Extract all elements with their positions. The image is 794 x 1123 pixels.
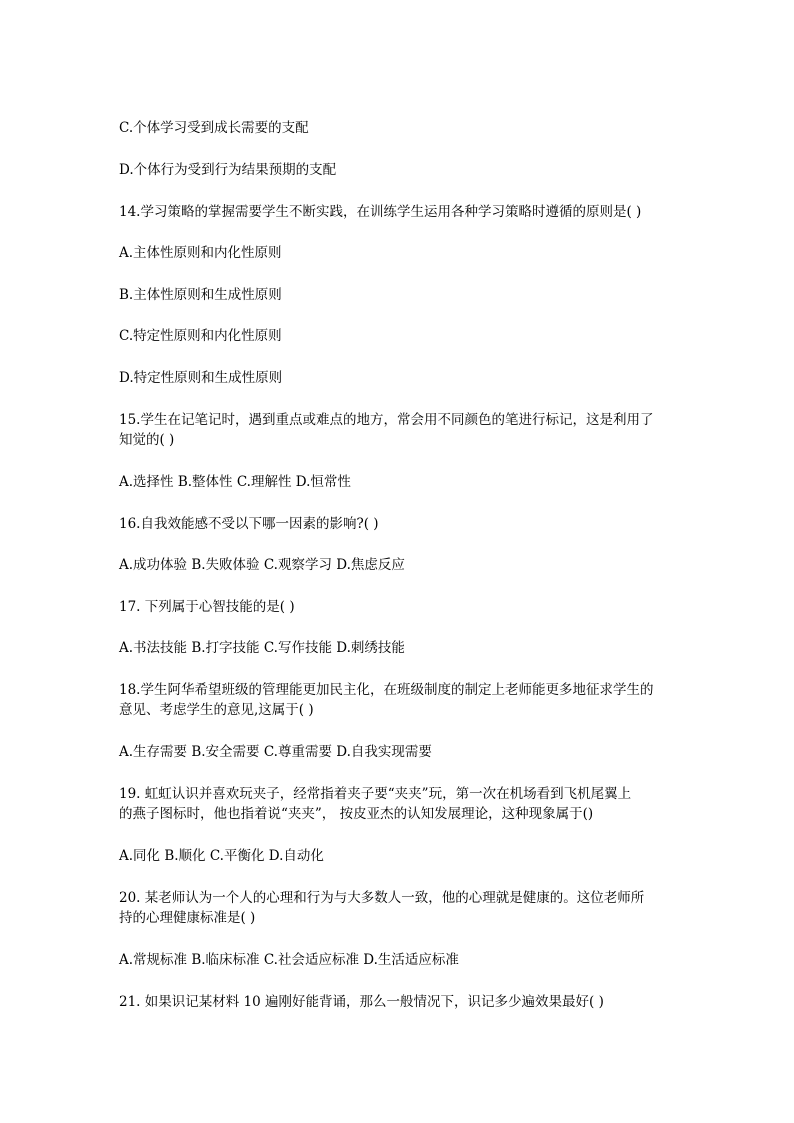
options-q17: A.书法技能 B.打字技能 C.写作技能 D.刺绣技能 — [119, 640, 405, 656]
options-q20: A.常规标准 B.临床标准 C.社会适应标准 D.生活适应标准 — [119, 952, 459, 968]
option-a-q14: A.主体性原则和内化性原则 — [119, 245, 282, 261]
question-18-line-2: 意见、考虑学生的意见,这属于( ) — [119, 702, 314, 718]
question-14: 14.学习策略的掌握需要学生不断实践，在训练学生运用各种学习策略时遵循的原则是( ) — [119, 204, 642, 220]
question-19-line-1: 19. 虹虹认识并喜欢玩夹子，经常指着夹子要“夹夹”玩，第一次在机场看到飞机尾翼上 — [119, 786, 632, 802]
question-15-line-2: 知觉的( ) — [119, 432, 175, 448]
options-q18: A.生存需要 B.安全需要 C.尊重需要 D.自我实现需要 — [119, 744, 432, 760]
question-21: 21. 如果识记某材料 10 遍刚好能背诵，那么一般情况下，识记多少遍效果最好( ) — [119, 994, 604, 1010]
option-d-q13: D.个体行为受到行为结果预期的支配 — [119, 162, 337, 178]
option-c-q14: C.特定性原则和内化性原则 — [119, 328, 282, 344]
options-q15: A.选择性 B.整体性 C.理解性 D.恒常性 — [119, 474, 351, 490]
question-18-line-1: 18.学生阿华希望班级的管理能更加民主化，在班级制度的制定上老师能更多地征求学生的 — [119, 682, 654, 698]
question-16: 16.自我效能感不受以下哪一因素的影响?( ) — [119, 516, 379, 532]
question-15-line-1: 15.学生在记笔记时，遇到重点或难点的地方，常会用不同颜色的笔进行标记，这是利用了 — [119, 412, 654, 428]
options-q16: A.成功体验 B.失败体验 C.观察学习 D.焦虑反应 — [119, 557, 405, 573]
option-d-q14: D.特定性原则和生成性原则 — [119, 370, 283, 386]
options-q19: A.同化 B.顺化 C.平衡化 D.自动化 — [119, 848, 324, 864]
question-20-line-1: 20. 某老师认为一个人的心理和行为与大多数人一致，他的心理就是健康的。这位老师所 — [119, 890, 645, 906]
question-17: 17. 下列属于心智技能的是( ) — [119, 599, 295, 615]
question-20-line-2: 持的心理健康标准是( ) — [119, 910, 256, 926]
option-b-q14: B.主体性原则和生成性原则 — [119, 287, 282, 303]
option-c-q13: C.个体学习受到成长需要的支配 — [119, 120, 309, 136]
question-19-line-2: 的燕子图标时，他也指着说“夹夹”， 按皮亚杰的认知发展理论，这种现象属于() — [119, 806, 594, 822]
